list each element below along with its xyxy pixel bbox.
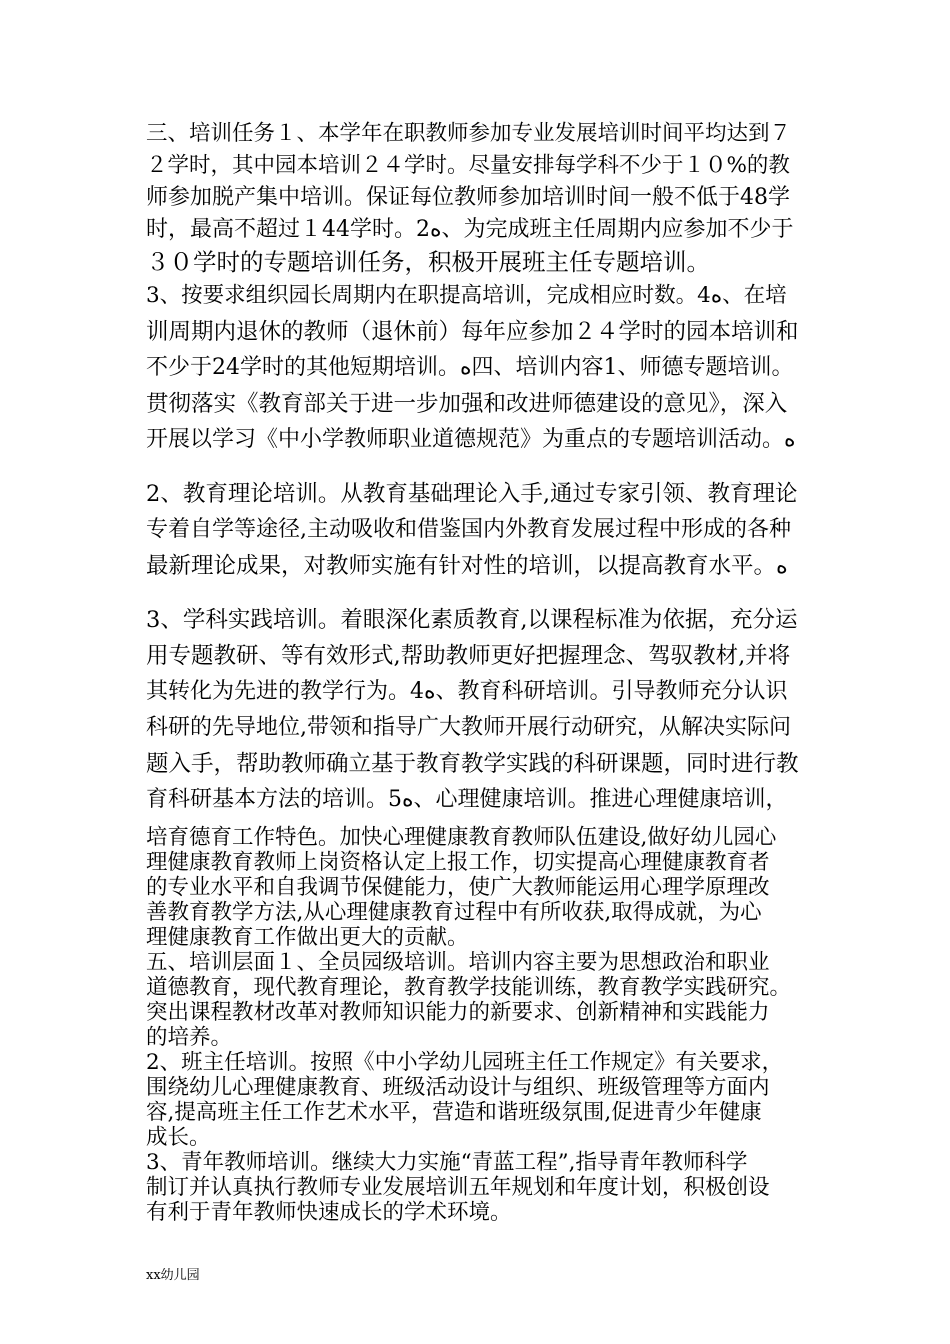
text-line: 三、培训任务１、本学年在职教师参加专业发展培训时间平均达到７ — [146, 121, 792, 146]
text-line: 不少于24学时的其他短期培训。ﻩ四、培训内容1、师德专题培训。 — [146, 355, 794, 380]
text-line: 用专题教研、等有效形式,帮助教师更好把握理念、驾驭教材,并将 — [146, 643, 791, 669]
text-line: 育科研基本方法的培训。5ﻩ、心理健康培训。推进心理健康培训， — [146, 787, 788, 812]
text-line: 培育德育工作特色。加快心理健康教育教师队伍建设,做好幼儿园心 — [146, 825, 777, 850]
text-line: 开展以学习《中小学教师职业道德规范》为重点的专题培训活动。ﻩ — [146, 427, 796, 452]
text-line: 五、培训层面１、全员园级培训。培训内容主要为思想政治和职业 — [146, 950, 770, 975]
text-line: 善教育教学方法,从心理健康教育过程中有所收获,取得成就，为心 — [146, 900, 762, 925]
text-line: 理健康教育工作做出更大的贡献。 — [146, 925, 469, 950]
text-line: 2、教育理论培训。从教育基础理论入手,通过专家引领、教育理论 — [146, 481, 798, 507]
text-line: 理健康教育教师上岗资格认定上报工作，切实提高心理健康教育者 — [146, 850, 770, 875]
text-line: 科研的先导地位,带领和指导广大教师开展行动研究，从解决实际问 — [146, 715, 791, 740]
text-line: 训周期内退休的教师（退休前）每年应参加２４学时的园本培训和 — [146, 319, 799, 345]
text-line: 3、学科实践培训。着眼深化素质教育,以课程标准为依据，充分运 — [146, 607, 798, 633]
text-line: 制订并认真执行教师专业发展培训五年规划和年度计划，积极创设 — [146, 1175, 770, 1200]
text-line: 贯彻落实《教育部关于进一步加强和改进师德建设的意见》，深入 — [146, 391, 788, 417]
text-line: 围绕幼儿心理健康教育、班级活动设计与组织、班级管理等方面内 — [146, 1075, 770, 1100]
text-line: 的专业水平和自我调节保健能力，使广大教师能运用心理学原理改 — [146, 875, 770, 900]
text-line: 容,提高班主任工作艺术水平，营造和谐班级氛围,促进青少年健康 — [146, 1100, 762, 1125]
text-line: 其转化为先进的教学行为。4ﻩ、教育科研培训。引导教师充分认识 — [146, 679, 788, 704]
text-line: 2、班主任培训。按照《中小学幼儿园班主任工作规定》有关要求， — [146, 1050, 784, 1075]
text-line: 师参加脱产集中培训。保证每位教师参加培训时间一般不低于48学 — [146, 185, 790, 210]
text-line: ３０学时的专题培训任务，积极开展班主任专题培训。 — [146, 248, 710, 276]
text-line: 3、按要求组织园长周期内在职提高培训，完成相应时数。4ﻩ、在培 — [146, 283, 787, 308]
text-line: 3、青年教师培训。继续大力实施“青蓝工程”,指导青年教师科学 — [146, 1150, 748, 1175]
text-line: 最新理论成果，对教师实施有针对性的培训，以提高教育水平。ﻩ — [146, 553, 788, 579]
text-line: 有利于青年教师快速成长的学术环境。 — [146, 1200, 512, 1225]
text-line: 道德教育，现代教育理论，教育教学技能训练，教育教学实践研究。 — [146, 975, 792, 1000]
text-line: 突出课程教材改革对教师知识能力的新要求、创新精神和实践能力 — [146, 1000, 770, 1025]
text-line: ２学时，其中园本培训２４学时。尽量安排每学科不少于１０%的教 — [146, 153, 790, 178]
page-footer: xx幼儿园 — [146, 1268, 200, 1283]
text-line: 时，最高不超过１44学时。2ﻩ、为完成班主任周期内应参加不少于 — [146, 217, 794, 242]
text-line: 的培养。 — [146, 1025, 233, 1050]
text-line: 专着自学等途径,主动吸收和借鉴国内外教育发展过程中形成的各种 — [146, 517, 791, 542]
text-line: 题入手，帮助教师确立基于教育教学实践的科研课题，同时进行教 — [146, 751, 799, 777]
text-line: 成长。 — [146, 1125, 211, 1150]
